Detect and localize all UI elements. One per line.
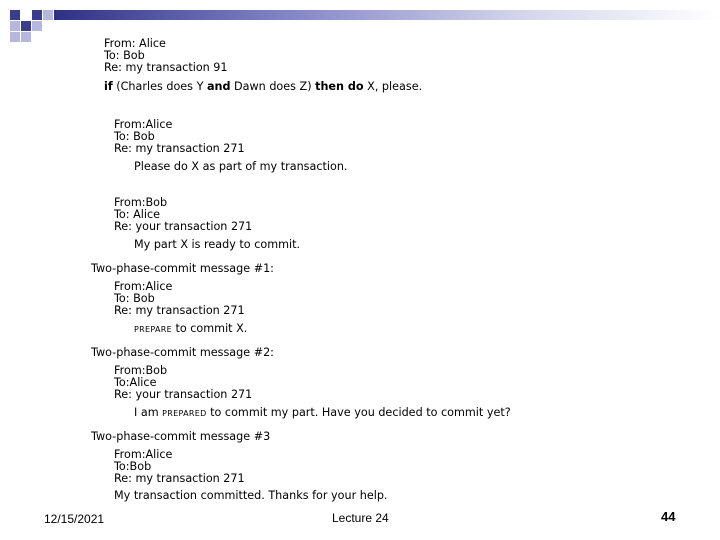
- prepared-keyword: PREPARED: [162, 409, 207, 418]
- msg91-from: From: Alice: [104, 37, 166, 50]
- tpc2-body: I am PREPARED to commit my part. Have you decided to commit yet?: [134, 406, 511, 419]
- footer-date: 12/15/2021: [44, 512, 105, 526]
- corner-square: [21, 21, 31, 31]
- tpc1-to: To: Bob: [114, 292, 155, 305]
- page-number: 44: [661, 509, 676, 524]
- msg271a-to: To: Bob: [114, 130, 155, 143]
- msg271a-body: Please do X as part of my transaction.: [134, 160, 348, 173]
- tpc2-heading: Two-phase-commit message #2:: [91, 346, 274, 359]
- msg91-if: if: [104, 80, 113, 93]
- msg271b-to: To: Alice: [114, 208, 161, 221]
- msg271b-from: From:Bob: [114, 196, 168, 209]
- corner-square: [21, 32, 31, 42]
- corner-square: [10, 21, 20, 31]
- msg271a-from: From:Alice: [114, 118, 173, 131]
- tpc1-from: From:Alice: [114, 280, 173, 293]
- msg91-and: and: [206, 80, 231, 93]
- tpc3-from: From:Alice: [114, 448, 173, 461]
- title-bar: [54, 10, 720, 20]
- msg91-re: Re: my transaction 91: [104, 61, 228, 74]
- tpc3-body: My transaction committed. Thanks for your help.: [114, 489, 388, 502]
- corner-square: [10, 32, 20, 42]
- tpc1-body: PREPARE to commit X.: [134, 322, 248, 335]
- tpc2-from: From:Bob: [114, 364, 168, 377]
- corner-square: [10, 10, 20, 20]
- tpc1-heading: Two-phase-commit message #1:: [91, 262, 274, 275]
- msg271a-re: Re: my transaction 271: [114, 142, 245, 155]
- tpc3-heading: Two-phase-commit message #3: [91, 430, 271, 443]
- msg91-then-do: then do: [315, 80, 364, 93]
- tpc2-to: To:Alice: [114, 376, 157, 389]
- corner-square: [32, 21, 42, 31]
- corner-square: [32, 10, 42, 20]
- footer-title: Lecture 24: [332, 511, 389, 525]
- prepare-keyword: PREPARE: [134, 325, 172, 334]
- tpc3-re: Re: my transaction 271: [114, 472, 245, 485]
- corner-square: [43, 10, 53, 20]
- msg271b-body: My part X is ready to commit.: [134, 238, 301, 251]
- msg271b-re: Re: your transaction 271: [114, 220, 253, 233]
- msg91-body: if (Charles does Y and Dawn does Z) then do X, please.: [104, 80, 423, 93]
- tpc2-re: Re: your transaction 271: [114, 388, 253, 401]
- tpc1-re: Re: my transaction 271: [114, 304, 245, 317]
- tpc3-to: To:Bob: [114, 460, 152, 473]
- msg91-to: To: Bob: [104, 49, 145, 62]
